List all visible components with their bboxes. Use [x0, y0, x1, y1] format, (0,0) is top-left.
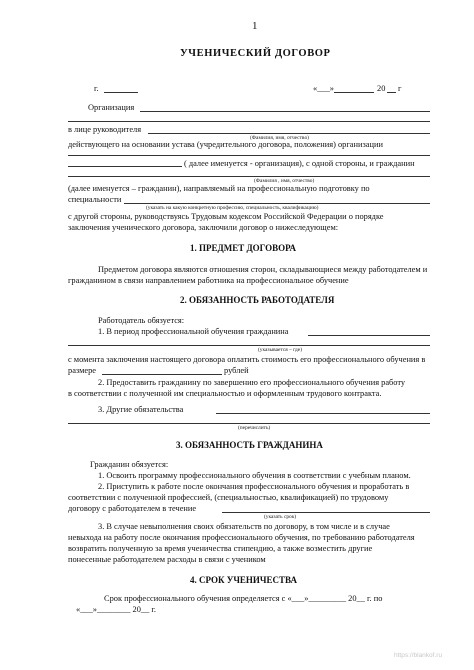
term-hint: (указать срок) — [264, 514, 297, 520]
item-1-hint: (указывается – где) — [258, 347, 302, 353]
other-party-text: с другой стороны, руководствуясь Трудовым кодексом Российской Федерации о порядке — [68, 212, 384, 221]
item-3-line-2 — [68, 423, 430, 424]
date-suffix: г — [398, 84, 402, 93]
basis-text: действующего на основании устава (учредительного договора, положения) организации — [68, 140, 383, 149]
section-2-item-3: 3. Другие обязательства — [98, 405, 184, 414]
section-1-line-2: гражданином в связи направлением работника на профессиональное обучение — [68, 276, 349, 285]
head-label: в лице руководителя — [68, 125, 142, 134]
date-month-line — [334, 92, 374, 93]
term-line — [222, 512, 430, 513]
section-3-item-2-line-2: соответствии с полученной профессией, (специальностью, квалификацией) по трудовому — [68, 493, 389, 502]
section-3-item-2-line-3: договору с работодателем в течение — [68, 504, 197, 513]
section-2-intro: Работодатель обязуется: — [98, 316, 185, 325]
conclusion-text: заключения ученического договора, заключили договор о нижеследующем: — [68, 223, 339, 232]
citizen-line — [68, 176, 430, 177]
citizen-hint: (Фамилия , имя, отчество) — [254, 178, 315, 184]
city-label: г. — [94, 84, 99, 93]
section-1-title: 1. ПРЕДМЕТ ДОГОВОРА — [190, 243, 296, 253]
section-4-line-2: «___»________ 20__ г. — [76, 605, 156, 614]
amount-label: размере — [68, 366, 97, 375]
watermark-url: https://blankof.ru — [394, 652, 443, 659]
page-number: 1 — [252, 20, 258, 32]
city-line — [104, 92, 138, 93]
org-party-text: ( далее именуется - организация), с одной стороны, и гражданин — [184, 159, 415, 168]
org-line-2 — [68, 121, 430, 122]
section-3-intro: Гражданин обязуется: — [90, 460, 169, 469]
section-3-item-3-line-4: понесенные работодателем расходы в связи с учеником — [68, 555, 266, 564]
section-2-item-1-cont-1: с момента заключения настоящего договора оплатить стоимость его профессионального обучения в — [68, 355, 426, 364]
item-3-hint: (перечислить) — [238, 425, 271, 431]
section-2-item-2-line-2: в соответствии с полученной им специальностью и оформленным трудового контракта. — [68, 389, 382, 398]
section-3-item-3-line-3: возвратить полученную за время ученичества стипендию, а также возместить другие — [68, 544, 373, 553]
specialty-label: специальности — [68, 195, 122, 204]
section-4-title: 4. СРОК УЧЕНИЧЕСТВА — [190, 575, 297, 585]
section-3-title: 3. ОБЯЗАННОСТЬ ГРАЖДАНИНА — [176, 440, 323, 450]
section-4-line-1: Срок профессионального обучения определяется с «___»_________ 20__ г. по — [104, 594, 383, 603]
date-day: «___» — [313, 84, 334, 93]
section-3-item-1: 1. Освоить программу профессионального обучения в соответствии с учебным планом. — [98, 471, 411, 480]
section-1-line-1: Предметом договора являются отношения сторон, складывающиеся между работодателем и — [98, 265, 428, 274]
amount-currency: рублей — [224, 366, 249, 375]
section-3-item-3-line-2: невыхода на работу после окончания профессионального обучения, по требованию работодателя — [68, 533, 415, 542]
item-1-where-line-2 — [68, 345, 430, 346]
head-line — [148, 133, 430, 134]
head-hint: (Фамилия, имя, отчество) — [250, 135, 309, 141]
item-3-line — [216, 413, 430, 414]
document-title: УЧЕНИЧЕСКИЙ ДОГОВОР — [180, 48, 331, 59]
section-2-item-2-line-1: 2. Предоставить гражданину по завершению его профессионального обучения работу — [98, 378, 406, 387]
amount-line — [102, 374, 222, 375]
org-party-line — [68, 166, 182, 167]
date-year: 20 — [377, 84, 386, 93]
date-year-line — [387, 92, 396, 93]
basis-line — [68, 155, 430, 156]
org-line — [140, 111, 430, 112]
citizen-text: (далее именуется – гражданин), направляемый на профессиональную подготовку по — [68, 184, 370, 193]
item-1-where-line — [308, 335, 430, 336]
section-2-item-1: 1. В период профессиональной обучения гражданина — [98, 327, 289, 336]
org-label: Организация — [88, 103, 135, 112]
specialty-hint: (указать на какую конкретную профессию, специальность, квалификацию) — [146, 205, 319, 211]
section-2-title: 2. ОБЯЗАННОСТЬ РАБОТОДАТЕЛЯ — [180, 295, 335, 305]
section-3-item-3-line-1: 3. В случае невыполнения своих обязательств по договору, в том числе и в случае — [98, 522, 390, 531]
section-3-item-2-line-1: 2. Приступить к работе после окончания профессионального обучения и проработать в — [98, 482, 410, 491]
specialty-line — [124, 203, 430, 204]
